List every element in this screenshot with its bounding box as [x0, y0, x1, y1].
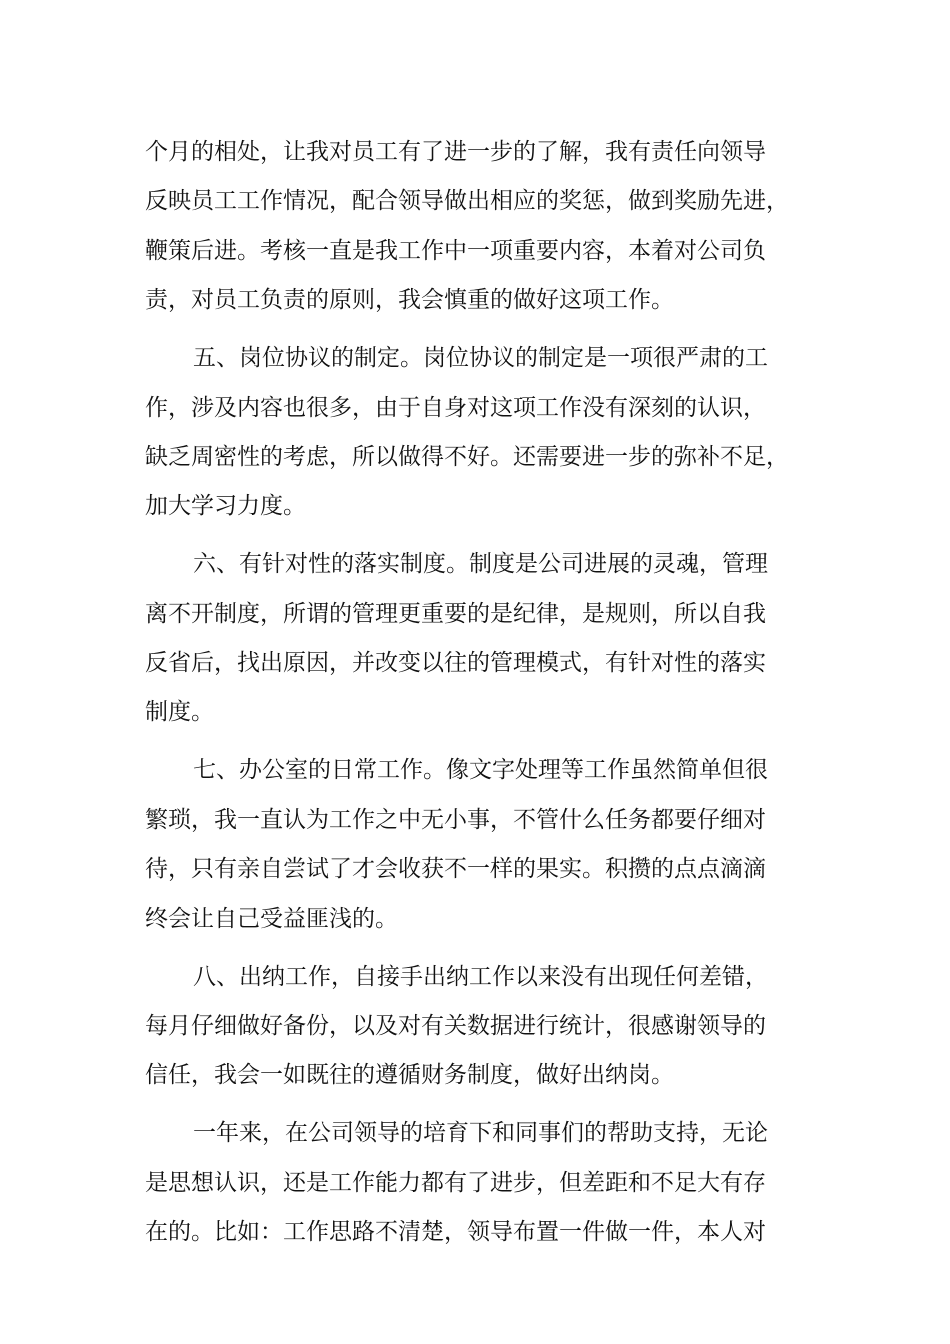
- text-line: 终会让自己受益匪浅的。: [145, 905, 398, 932]
- paragraph-section-7: [145, 746, 825, 944]
- text-line: 六、有针对性的落实制度。制度是公司进展的灵魂，管理: [193, 551, 768, 578]
- text-line: 作，涉及内容也很多，由于自身对这项工作没有深刻的认识，: [145, 394, 766, 421]
- text-line: 反省后，找出原因，并改变以往的管理模式，有针对性的落实: [145, 650, 766, 677]
- text-line: 七、办公室的日常工作。像文字处理等工作虽然简单但很: [193, 757, 768, 784]
- text-line: 是思想认识，还是工作能力都有了进步，但差距和不足大有存: [145, 1169, 766, 1196]
- paragraph-continuation: [145, 128, 825, 326]
- paragraph-section-8: [145, 953, 825, 1101]
- text-line: 个月的相处，让我对员工有了进一步的了解，我有责任向领导: [145, 139, 766, 165]
- text-line: 加大学习力度。: [145, 493, 306, 520]
- paragraph-section-6: [145, 540, 825, 738]
- paragraph-section-5: [145, 334, 825, 532]
- text-line: 责，对员工负责的原则，我会慎重的做好这项工作。: [145, 287, 674, 314]
- text-line: 繁琐，我一直认为工作之中无小事，不管什么任务都要仔细对: [145, 806, 766, 833]
- text-line: 八、出纳工作，自接手出纳工作以来没有出现任何差错，: [193, 963, 768, 990]
- text-line: 离不开制度，所谓的管理更重要的是纪律，是规则，所以自我: [145, 600, 766, 627]
- text-line: 鞭策后进。考核一直是我工作中一项重要内容，本着对公司负: [145, 237, 766, 264]
- text-line: 反映员工工作情况，配合领导做出相应的奖惩，做到奖励先进，: [145, 188, 789, 215]
- text-line: 待，只有亲自尝试了才会收获不一样的果实。积攒的点点滴滴: [145, 856, 766, 883]
- document-body: [145, 128, 825, 1266]
- paragraph-summary: [145, 1109, 825, 1257]
- text-line: 缺乏周密性的考虑，所以做得不好。还需要进一步的弥补不足，: [145, 443, 789, 470]
- text-line: 每月仔细做好备份，以及对有关数据进行统计，很感谢领导的: [145, 1012, 766, 1039]
- text-line: 一年来，在公司领导的培育下和同事们的帮助支持，无论: [193, 1120, 768, 1147]
- text-line: 制度。: [145, 699, 214, 726]
- text-line: 信任，我会一如既往的遵循财务制度，做好出纳岗。: [145, 1062, 674, 1089]
- text-line: 五、岗位协议的制定。岗位协议的制定是一项很严肃的工: [193, 345, 768, 372]
- text-line: 在的。比如：工作思路不清楚，领导布置一件做一件，本人对: [145, 1219, 766, 1246]
